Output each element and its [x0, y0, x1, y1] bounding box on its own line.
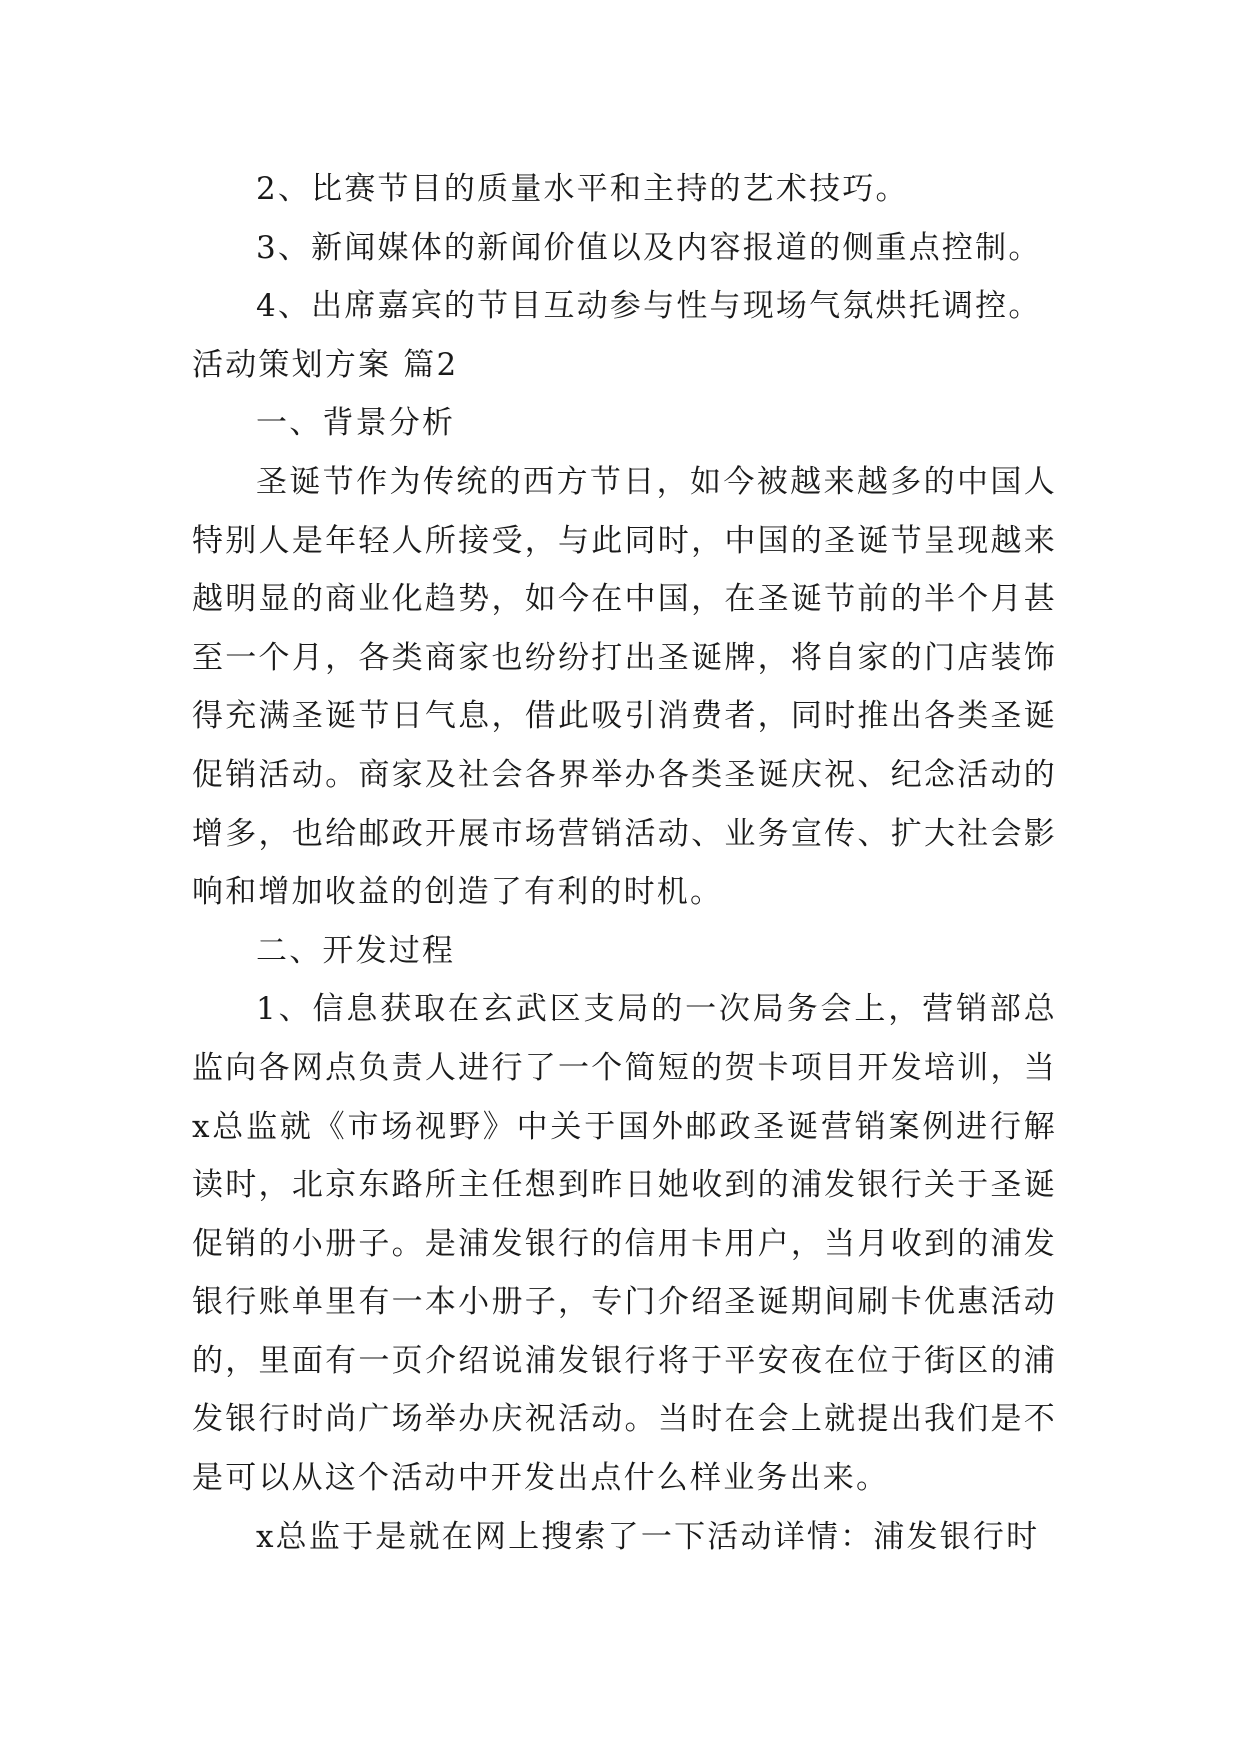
section-heading: 活动策划方案 篇2: [192, 346, 459, 383]
paragraph-development-2: x总监于是就在网上搜索了一下活动详情：浦发银行时: [256, 1518, 1040, 1555]
paragraph-item-2: 2、比赛节目的质量水平和主持的艺术技巧。: [256, 171, 909, 207]
paragraph-item-3: 3、新闻媒体的新闻价值以及内容报道的侧重点控制。: [256, 229, 1042, 266]
paragraph-background: 圣诞节作为传统的西方节日，如今被越来越多的中国人特别人是年轻人所接受，与此同时，中国的圣诞节呈现越来越明显的商业化趋势，如今在中国，在圣诞节前的半个月甚至一个月，各类商家也纷纷打出圣诞牌，将自家的门店装饰得充满圣诞节日气息，借此吸引消费者，同时推出各类圣诞促销活动。商家及社会各界举办各类圣诞庆祝、纪念活动的增多，也给邮政开展市场营销活动、业务宣传、扩大社会影响和增加收益的创造了有利的时机。: [192, 463, 1057, 911]
subheading-development: 二、开发过程: [256, 932, 456, 969]
subheading-background: 一、背景分析: [256, 405, 456, 442]
paragraph-item-4: 4、出席嘉宾的节目互动参与性与现场气氛烘托调控。: [256, 288, 1042, 325]
paragraph-development-1: 1、信息获取在玄武区支局的一次局务会上，营销部总监向各网点负责人进行了一个简短的贺卡项目开发培训，当x总监就《市场视野》中关于国外邮政圣诞营销案例进行解读时，北京东路所主任想到昨日她收到的浦发银行关于圣诞促销的小册子。是浦发银行的信用卡用户，当月收到的浦发银行账单里有一本小册子，专门介绍圣诞期间刷卡优惠活动的，里面有一页介绍说浦发银行将于平安夜在位于街区的浦发银行时尚广场举办庆祝活动。当时在会上就提出我们是不是可以从这个活动中开发出点什么样业务出来。: [192, 991, 1057, 1497]
document-body: [192, 160, 1057, 1566]
